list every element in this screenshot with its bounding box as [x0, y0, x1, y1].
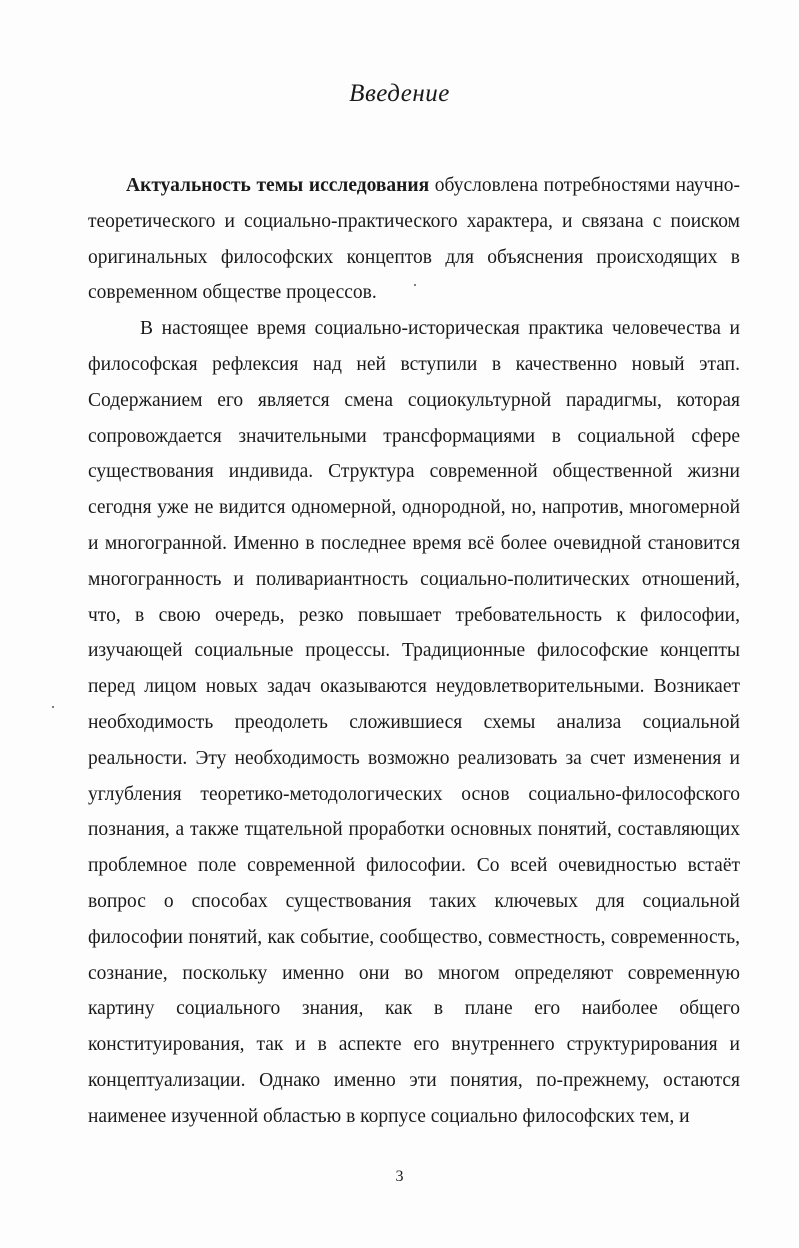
- page-number: 3: [395, 1168, 404, 1185]
- scan-speck: [414, 284, 416, 286]
- body-text: [88, 168, 740, 1135]
- paragraph-lead: Актуальность темы исследования: [126, 175, 430, 196]
- paragraph-text: обусловлена потребностями научно-теоретического и социально-практического характера, и связана с поиском оригинальных философских концептов для объяснения происходящих в современном обществе процессов.: [88, 175, 741, 304]
- paragraph-context: В настоящее время социально-историческая практика человечества и философская рефлексия над ней вступили в качественно новый этап. Содержанием его является смена социокультурной парадигмы, которая сопровождается значительными трансформациями в социальной сфере существования индивида. Структура современной общественной жизни сегодня уже не видится одномерной, однородной, но, напротив, многомерной и многогранной. Именно в последнее время всё более очевидной становится многогранность и поливариантность социально-политических отношений, что, в свою очередь, резко повышает требовательность к философии, изучающей социальные процессы. Традиционные философские концепты перед лицом новых задач оказываются неудовлетворительными. Возникает необходимость преодолеть сложившиеся схемы анализа социальной реальности. Эту необходимость возможно реализовать за счет изменения и углубления теоретико-методологических основ социально-философского познания, а также тщательной проработки основных понятий, составляющих проблемное поле современной философии. Со всей очевидностью встаёт вопрос о способах существования таких ключевых для социальной философии понятий, как событие, сообщество, совместность, современность, сознание, поскольку именно они во многом определяют современную картину социального знания, как в плане его наиболее общего конституирования, так и в аспекте его внутреннего структурирования и концептуализации. Однако именно эти понятия, по-прежнему, остаются наименее изученной областью в корпусе социально философских тем, и: [88, 318, 740, 1127]
- scan-speck: [52, 706, 54, 708]
- paragraph-relevance: [88, 168, 740, 311]
- page-title: Введение: [349, 80, 450, 107]
